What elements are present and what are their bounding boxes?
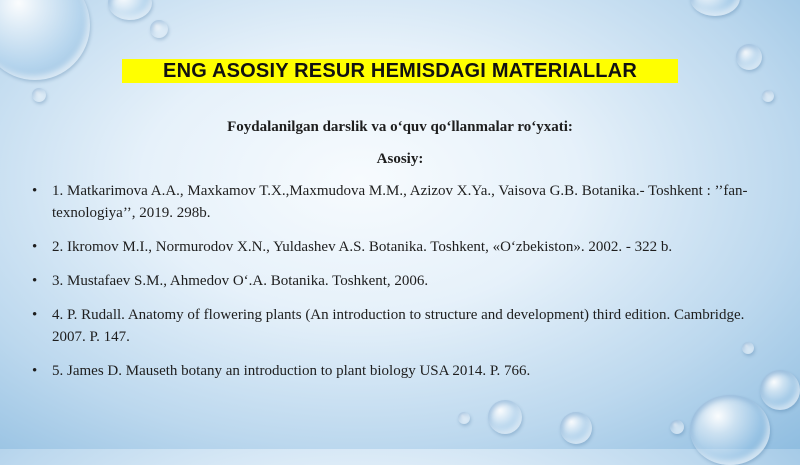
reference-item <box>30 360 760 382</box>
water-drop-decoration <box>690 0 740 16</box>
bullet-icon: • <box>32 307 38 323</box>
water-drop-decoration <box>670 420 684 434</box>
reference-text: 2. Ikromov M.I., Normurodov X.N., Yuldashev A.S. Botanika. Toshkent, «O‘zbekiston». 2002. - 322 b. <box>52 239 673 255</box>
water-drop-decoration <box>760 370 800 410</box>
water-drop-decoration <box>762 90 774 102</box>
bullet-icon: • <box>32 363 38 379</box>
reference-item <box>30 180 760 224</box>
reference-text: 4. P. Rudall. Anatomy of flowering plants (An introduction to structure and development) third edition. Cambridge. 2007. P. 147. <box>52 307 745 345</box>
reference-text: 1. Matkarimova A.A., Maxkamov T.X.,Maxmudova M.M., Azizov X.Ya., Vaisova G.B. Botanika.- Toshkent : ’’fan-texnologiya’’, 2019. 298b. <box>52 183 748 221</box>
water-drop-decoration <box>488 400 522 434</box>
slide-title: ENG ASOSIY RESUR HEMISDAGI MATERIALLAR <box>122 59 678 83</box>
water-drop-decoration <box>560 412 592 444</box>
references-heading: Foydalanilgan darslik va o‘quv qo‘llanmalar ro‘yxati: <box>227 119 573 135</box>
water-drop-decoration <box>0 0 90 80</box>
water-drop-decoration <box>458 412 470 424</box>
water-drop-decoration <box>150 20 168 38</box>
reference-item <box>30 236 760 258</box>
water-drop-decoration <box>108 0 152 20</box>
reference-text: 5. James D. Mauseth botany an introduction to plant biology USA 2014. P. 766. <box>52 363 531 379</box>
water-drop-decoration <box>32 88 46 102</box>
references-list <box>30 180 760 394</box>
reference-text: 3. Mustafaev S.M., Ahmedov O‘.A. Botanika. Toshkent, 2006. <box>52 273 429 289</box>
bullet-icon: • <box>32 183 38 199</box>
water-drop-decoration <box>736 44 762 70</box>
reference-item <box>30 270 760 292</box>
reference-item <box>30 304 760 348</box>
section-heading: Asosiy: <box>376 151 424 167</box>
water-drop-decoration <box>690 395 770 465</box>
bullet-icon: • <box>32 239 38 255</box>
bullet-icon: • <box>32 273 38 289</box>
